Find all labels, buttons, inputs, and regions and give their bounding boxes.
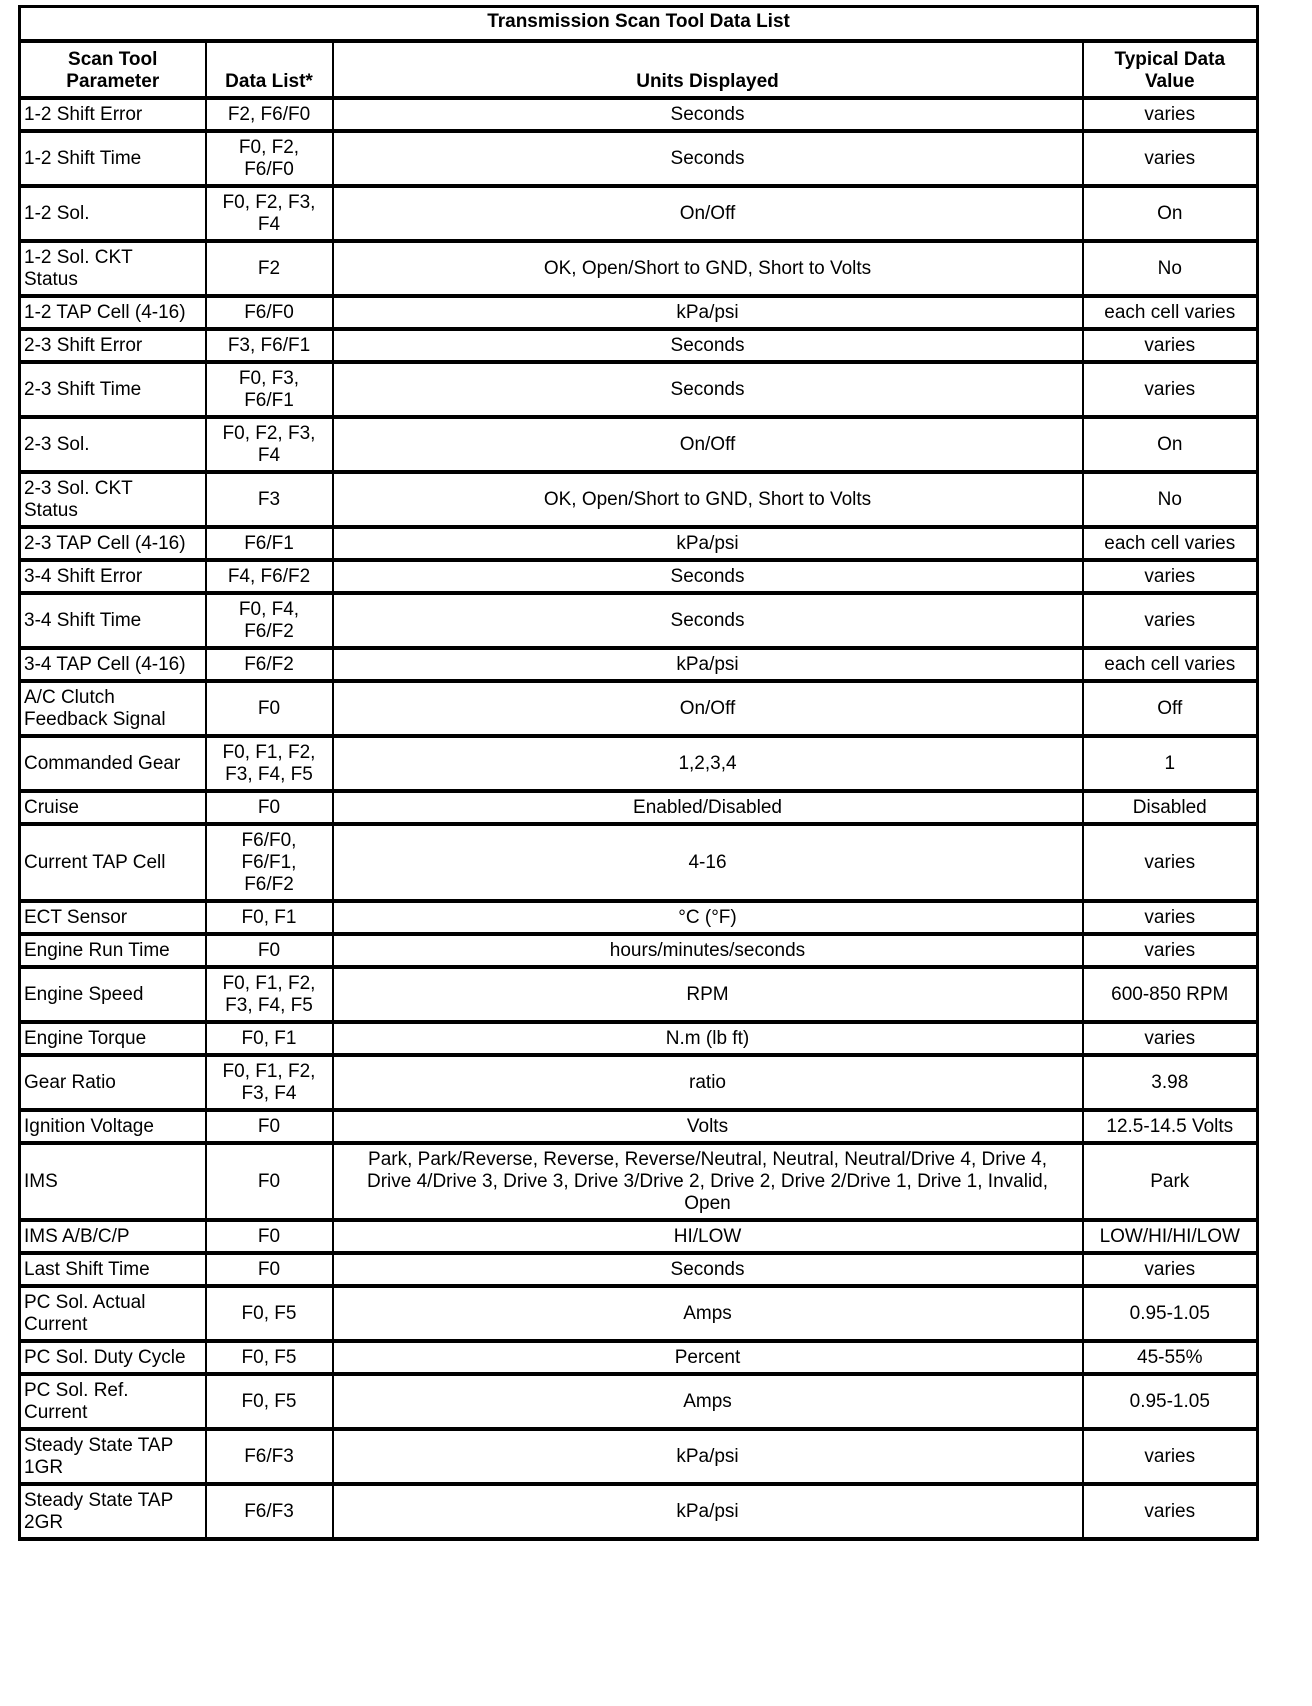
parameter-cell: Engine Run Time <box>20 934 206 967</box>
parameter-cell: 1-2 Shift Error <box>20 98 206 131</box>
table-body <box>20 98 1258 1539</box>
typical-value-cell: varies <box>1083 1253 1258 1286</box>
units-cell: kPa/psi <box>333 1429 1083 1484</box>
parameter-cell: IMS A/B/C/P <box>20 1220 206 1253</box>
data-list-cell: F2, F6/F0 <box>206 98 333 131</box>
table-row <box>20 1484 1258 1539</box>
table-row <box>20 329 1258 362</box>
data-list-cell: F3, F6/F1 <box>206 329 333 362</box>
units-cell: Seconds <box>333 362 1083 417</box>
parameter-cell: Current TAP Cell <box>20 824 206 901</box>
data-list-cell: F0 <box>206 934 333 967</box>
units-cell: RPM <box>333 967 1083 1022</box>
units-cell: kPa/psi <box>333 527 1083 560</box>
typical-value-cell: No <box>1083 472 1258 527</box>
parameter-cell: 2-3 Sol. <box>20 417 206 472</box>
data-list-cell: F0 <box>206 1143 333 1220</box>
header-row <box>20 41 1258 98</box>
typical-value-cell: varies <box>1083 1429 1258 1484</box>
units-cell: ratio <box>333 1055 1083 1110</box>
data-list-cell: F0, F3, F6/F1 <box>206 362 333 417</box>
typical-value-cell: each cell varies <box>1083 648 1258 681</box>
data-list-cell: F6/F1 <box>206 527 333 560</box>
units-cell: Seconds <box>333 560 1083 593</box>
typical-value-cell: varies <box>1083 593 1258 648</box>
header-parameter: Scan Tool Parameter <box>20 41 206 98</box>
parameter-cell: 1-2 Sol. CKT Status <box>20 241 206 296</box>
parameter-cell: Gear Ratio <box>20 1055 206 1110</box>
data-list-cell: F0, F1, F2, F3, F4, F5 <box>206 967 333 1022</box>
data-list-cell: F3 <box>206 472 333 527</box>
units-cell: Amps <box>333 1286 1083 1341</box>
typical-value-cell: Off <box>1083 681 1258 736</box>
typical-value-cell: each cell varies <box>1083 296 1258 329</box>
data-list-cell: F6/F0, F6/F1, F6/F2 <box>206 824 333 901</box>
units-cell: kPa/psi <box>333 1484 1083 1539</box>
table-row <box>20 527 1258 560</box>
typical-value-cell: varies <box>1083 1484 1258 1539</box>
parameter-cell: Engine Torque <box>20 1022 206 1055</box>
table-row <box>20 1429 1258 1484</box>
data-list-cell: F0, F5 <box>206 1341 333 1374</box>
units-cell: hours/minutes/seconds <box>333 934 1083 967</box>
scan-tool-data-table <box>18 5 1259 1541</box>
table-row <box>20 472 1258 527</box>
table-row <box>20 296 1258 329</box>
table-row <box>20 736 1258 791</box>
data-list-cell: F0, F2, F3, F4 <box>206 417 333 472</box>
data-list-cell: F6/F3 <box>206 1429 333 1484</box>
parameter-cell: 1-2 Sol. <box>20 186 206 241</box>
data-list-cell: F0 <box>206 681 333 736</box>
data-list-cell: F0, F1, F2, F3, F4, F5 <box>206 736 333 791</box>
parameter-cell: Commanded Gear <box>20 736 206 791</box>
typical-value-cell: each cell varies <box>1083 527 1258 560</box>
typical-value-cell: varies <box>1083 329 1258 362</box>
typical-value-cell: varies <box>1083 1022 1258 1055</box>
parameter-cell: PC Sol. Duty Cycle <box>20 1341 206 1374</box>
table-row <box>20 934 1258 967</box>
typical-value-cell: 1 <box>1083 736 1258 791</box>
data-list-cell: F0 <box>206 1253 333 1286</box>
parameter-cell: 3-4 Shift Time <box>20 593 206 648</box>
data-list-cell: F0, F1 <box>206 901 333 934</box>
typical-value-cell: On <box>1083 186 1258 241</box>
parameter-cell: Steady State TAP 2GR <box>20 1484 206 1539</box>
table-row <box>20 967 1258 1022</box>
header-data-list: Data List* <box>206 41 333 98</box>
parameter-cell: ECT Sensor <box>20 901 206 934</box>
table-row <box>20 560 1258 593</box>
parameter-cell: 3-4 Shift Error <box>20 560 206 593</box>
table-row <box>20 1253 1258 1286</box>
typical-value-cell: varies <box>1083 98 1258 131</box>
data-list-cell: F0, F5 <box>206 1374 333 1429</box>
table-row <box>20 186 1258 241</box>
table-row <box>20 1143 1258 1220</box>
table-row <box>20 593 1258 648</box>
parameter-cell: 2-3 Sol. CKT Status <box>20 472 206 527</box>
table-row <box>20 98 1258 131</box>
table-row <box>20 131 1258 186</box>
data-list-cell: F0 <box>206 1110 333 1143</box>
typical-value-cell: varies <box>1083 901 1258 934</box>
typical-value-cell: No <box>1083 241 1258 296</box>
data-list-cell: F0 <box>206 791 333 824</box>
parameter-cell: Steady State TAP 1GR <box>20 1429 206 1484</box>
units-cell: Park, Park/Reverse, Reverse, Reverse/Neutral, Neutral, Neutral/Drive 4, Drive 4, Drive 4/Drive 3, Drive 3, Drive 3/Drive 2, Drive 2, Drive 2/Drive 1, Drive 1, Invalid, Open <box>333 1143 1083 1220</box>
table-row <box>20 681 1258 736</box>
table-row <box>20 1220 1258 1253</box>
typical-value-cell: Park <box>1083 1143 1258 1220</box>
units-cell: On/Off <box>333 186 1083 241</box>
table-title: Transmission Scan Tool Data List <box>20 7 1258 42</box>
units-cell: Volts <box>333 1110 1083 1143</box>
table-row <box>20 362 1258 417</box>
title-row <box>20 7 1258 42</box>
units-cell: Percent <box>333 1341 1083 1374</box>
units-cell: Seconds <box>333 593 1083 648</box>
typical-value-cell: LOW/HI/HI/LOW <box>1083 1220 1258 1253</box>
data-list-cell: F6/F3 <box>206 1484 333 1539</box>
table-row <box>20 1341 1258 1374</box>
header-units: Units Displayed <box>333 41 1083 98</box>
typical-value-cell: 45-55% <box>1083 1341 1258 1374</box>
parameter-cell: Engine Speed <box>20 967 206 1022</box>
typical-value-cell: 600-850 RPM <box>1083 967 1258 1022</box>
table-row <box>20 417 1258 472</box>
units-cell: Amps <box>333 1374 1083 1429</box>
parameter-cell: Last Shift Time <box>20 1253 206 1286</box>
data-list-cell: F0, F1, F2, F3, F4 <box>206 1055 333 1110</box>
parameter-cell: 2-3 Shift Error <box>20 329 206 362</box>
parameter-cell: IMS <box>20 1143 206 1220</box>
parameter-cell: 1-2 Shift Time <box>20 131 206 186</box>
units-cell: °C (°F) <box>333 901 1083 934</box>
data-list-cell: F0, F2, F6/F0 <box>206 131 333 186</box>
typical-value-cell: varies <box>1083 824 1258 901</box>
table-row <box>20 824 1258 901</box>
units-cell: On/Off <box>333 681 1083 736</box>
typical-value-cell: 0.95-1.05 <box>1083 1374 1258 1429</box>
units-cell: Seconds <box>333 131 1083 186</box>
typical-value-cell: Disabled <box>1083 791 1258 824</box>
units-cell: Seconds <box>333 329 1083 362</box>
table-row <box>20 1022 1258 1055</box>
table-row <box>20 1374 1258 1429</box>
typical-value-cell: varies <box>1083 934 1258 967</box>
table-row <box>20 648 1258 681</box>
units-cell: Enabled/Disabled <box>333 791 1083 824</box>
units-cell: Seconds <box>333 98 1083 131</box>
table-row <box>20 901 1258 934</box>
data-list-cell: F6/F2 <box>206 648 333 681</box>
table-row <box>20 241 1258 296</box>
table-row <box>20 1286 1258 1341</box>
units-cell: Seconds <box>333 1253 1083 1286</box>
typical-value-cell: 12.5-14.5 Volts <box>1083 1110 1258 1143</box>
units-cell: On/Off <box>333 417 1083 472</box>
typical-value-cell: varies <box>1083 560 1258 593</box>
table-row <box>20 791 1258 824</box>
data-list-cell: F4, F6/F2 <box>206 560 333 593</box>
units-cell: OK, Open/Short to GND, Short to Volts <box>333 241 1083 296</box>
parameter-cell: 2-3 TAP Cell (4-16) <box>20 527 206 560</box>
typical-value-cell: varies <box>1083 362 1258 417</box>
units-cell: N.m (lb ft) <box>333 1022 1083 1055</box>
data-list-cell: F0 <box>206 1220 333 1253</box>
data-list-cell: F0, F4, F6/F2 <box>206 593 333 648</box>
data-list-cell: F2 <box>206 241 333 296</box>
table-row <box>20 1055 1258 1110</box>
units-cell: 1,2,3,4 <box>333 736 1083 791</box>
header-typical-value: Typical Data Value <box>1083 41 1258 98</box>
table-row <box>20 1110 1258 1143</box>
units-cell: HI/LOW <box>333 1220 1083 1253</box>
parameter-cell: 1-2 TAP Cell (4-16) <box>20 296 206 329</box>
data-list-cell: F0, F5 <box>206 1286 333 1341</box>
units-cell: OK, Open/Short to GND, Short to Volts <box>333 472 1083 527</box>
data-list-cell: F0, F2, F3, F4 <box>206 186 333 241</box>
units-cell: kPa/psi <box>333 648 1083 681</box>
typical-value-cell: 3.98 <box>1083 1055 1258 1110</box>
data-list-cell: F0, F1 <box>206 1022 333 1055</box>
parameter-cell: Cruise <box>20 791 206 824</box>
typical-value-cell: 0.95-1.05 <box>1083 1286 1258 1341</box>
parameter-cell: 2-3 Shift Time <box>20 362 206 417</box>
data-list-cell: F6/F0 <box>206 296 333 329</box>
units-cell: 4-16 <box>333 824 1083 901</box>
parameter-cell: PC Sol. Actual Current <box>20 1286 206 1341</box>
parameter-cell: Ignition Voltage <box>20 1110 206 1143</box>
typical-value-cell: varies <box>1083 131 1258 186</box>
parameter-cell: A/C Clutch Feedback Signal <box>20 681 206 736</box>
parameter-cell: 3-4 TAP Cell (4-16) <box>20 648 206 681</box>
typical-value-cell: On <box>1083 417 1258 472</box>
parameter-cell: PC Sol. Ref. Current <box>20 1374 206 1429</box>
units-cell: kPa/psi <box>333 296 1083 329</box>
